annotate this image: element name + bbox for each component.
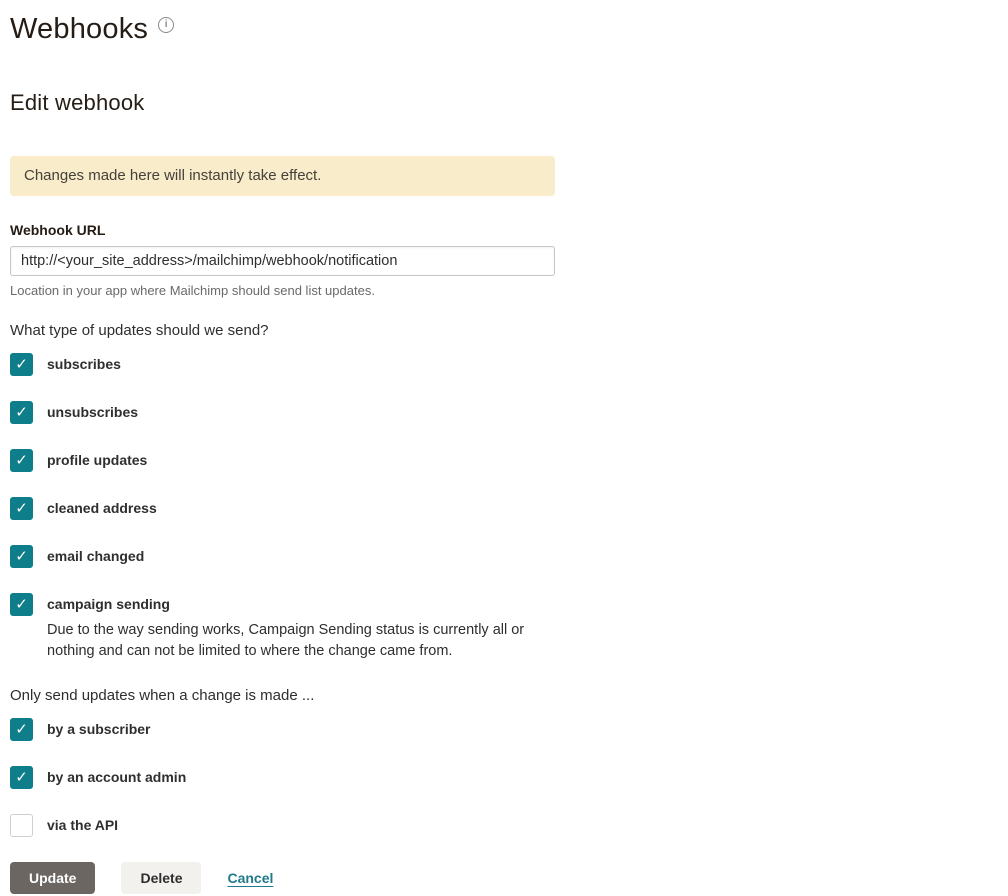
checkbox-label[interactable]: via the API bbox=[47, 816, 119, 833]
check-icon: ✓ bbox=[15, 451, 28, 469]
cancel-link[interactable]: Cancel bbox=[227, 869, 274, 886]
checkbox-row bbox=[10, 718, 1008, 741]
section-title: Edit webhook bbox=[10, 89, 145, 115]
check-icon: ✓ bbox=[15, 499, 28, 517]
checkbox-label[interactable]: subscribes bbox=[47, 355, 121, 372]
checkbox[interactable] bbox=[10, 718, 33, 741]
checkbox[interactable] bbox=[10, 545, 33, 568]
checkbox-row bbox=[10, 449, 1008, 472]
checkbox-row bbox=[10, 814, 1008, 837]
checkbox-label[interactable]: profile updates bbox=[47, 451, 148, 468]
check-icon: ✓ bbox=[15, 595, 28, 613]
checkbox-label[interactable]: by a subscriber bbox=[47, 720, 151, 737]
check-icon: ✓ bbox=[15, 355, 28, 373]
page-title: Webhooks bbox=[10, 13, 149, 45]
checkbox[interactable] bbox=[10, 766, 33, 789]
checkbox[interactable] bbox=[10, 401, 33, 424]
checkbox-label[interactable]: campaign sending bbox=[47, 595, 170, 612]
webhook-url-label: Webhook URL bbox=[10, 221, 106, 238]
checkbox[interactable] bbox=[10, 353, 33, 376]
checkbox[interactable] bbox=[10, 449, 33, 472]
checkbox-row bbox=[10, 766, 1008, 789]
checkbox[interactable] bbox=[10, 593, 33, 616]
form-actions bbox=[10, 862, 1008, 894]
update-types-question: What type of updates should we send? bbox=[10, 321, 269, 339]
update-types-list bbox=[10, 353, 1008, 662]
checkbox-row bbox=[10, 593, 1008, 662]
check-icon: ✓ bbox=[15, 720, 28, 738]
update-button[interactable]: Update bbox=[10, 862, 95, 894]
delete-button[interactable]: Delete bbox=[121, 862, 201, 894]
check-icon: ✓ bbox=[15, 547, 28, 565]
notice-text: Changes made here will instantly take effect. bbox=[24, 167, 322, 185]
checkbox[interactable] bbox=[10, 497, 33, 520]
checkbox-label[interactable]: cleaned address bbox=[47, 499, 157, 516]
checkbox-row bbox=[10, 353, 1008, 376]
checkbox[interactable] bbox=[10, 814, 33, 837]
checkbox-row bbox=[10, 401, 1008, 424]
check-icon: ✓ bbox=[15, 403, 28, 421]
webhook-url-input[interactable] bbox=[10, 246, 555, 276]
checkbox-row bbox=[10, 545, 1008, 568]
checkbox-label[interactable]: email changed bbox=[47, 547, 145, 564]
page-header bbox=[10, 14, 1008, 46]
checkbox-description: Due to the way sending works, Campaign Sending status is currently all or nothing and can not be limited to where the change came from. bbox=[47, 621, 525, 659]
info-icon[interactable]: i bbox=[158, 17, 174, 33]
webhook-url-help: Location in your app where Mailchimp should send list updates. bbox=[10, 282, 375, 298]
checkbox-label[interactable]: unsubscribes bbox=[47, 403, 139, 420]
source-filter-question: Only send updates when a change is made ... bbox=[10, 686, 315, 704]
check-icon: ✓ bbox=[15, 768, 28, 786]
checkbox-row bbox=[10, 497, 1008, 520]
notice-banner bbox=[10, 156, 555, 196]
source-filter-list bbox=[10, 718, 1008, 837]
checkbox-label[interactable]: by an account admin bbox=[47, 768, 187, 785]
